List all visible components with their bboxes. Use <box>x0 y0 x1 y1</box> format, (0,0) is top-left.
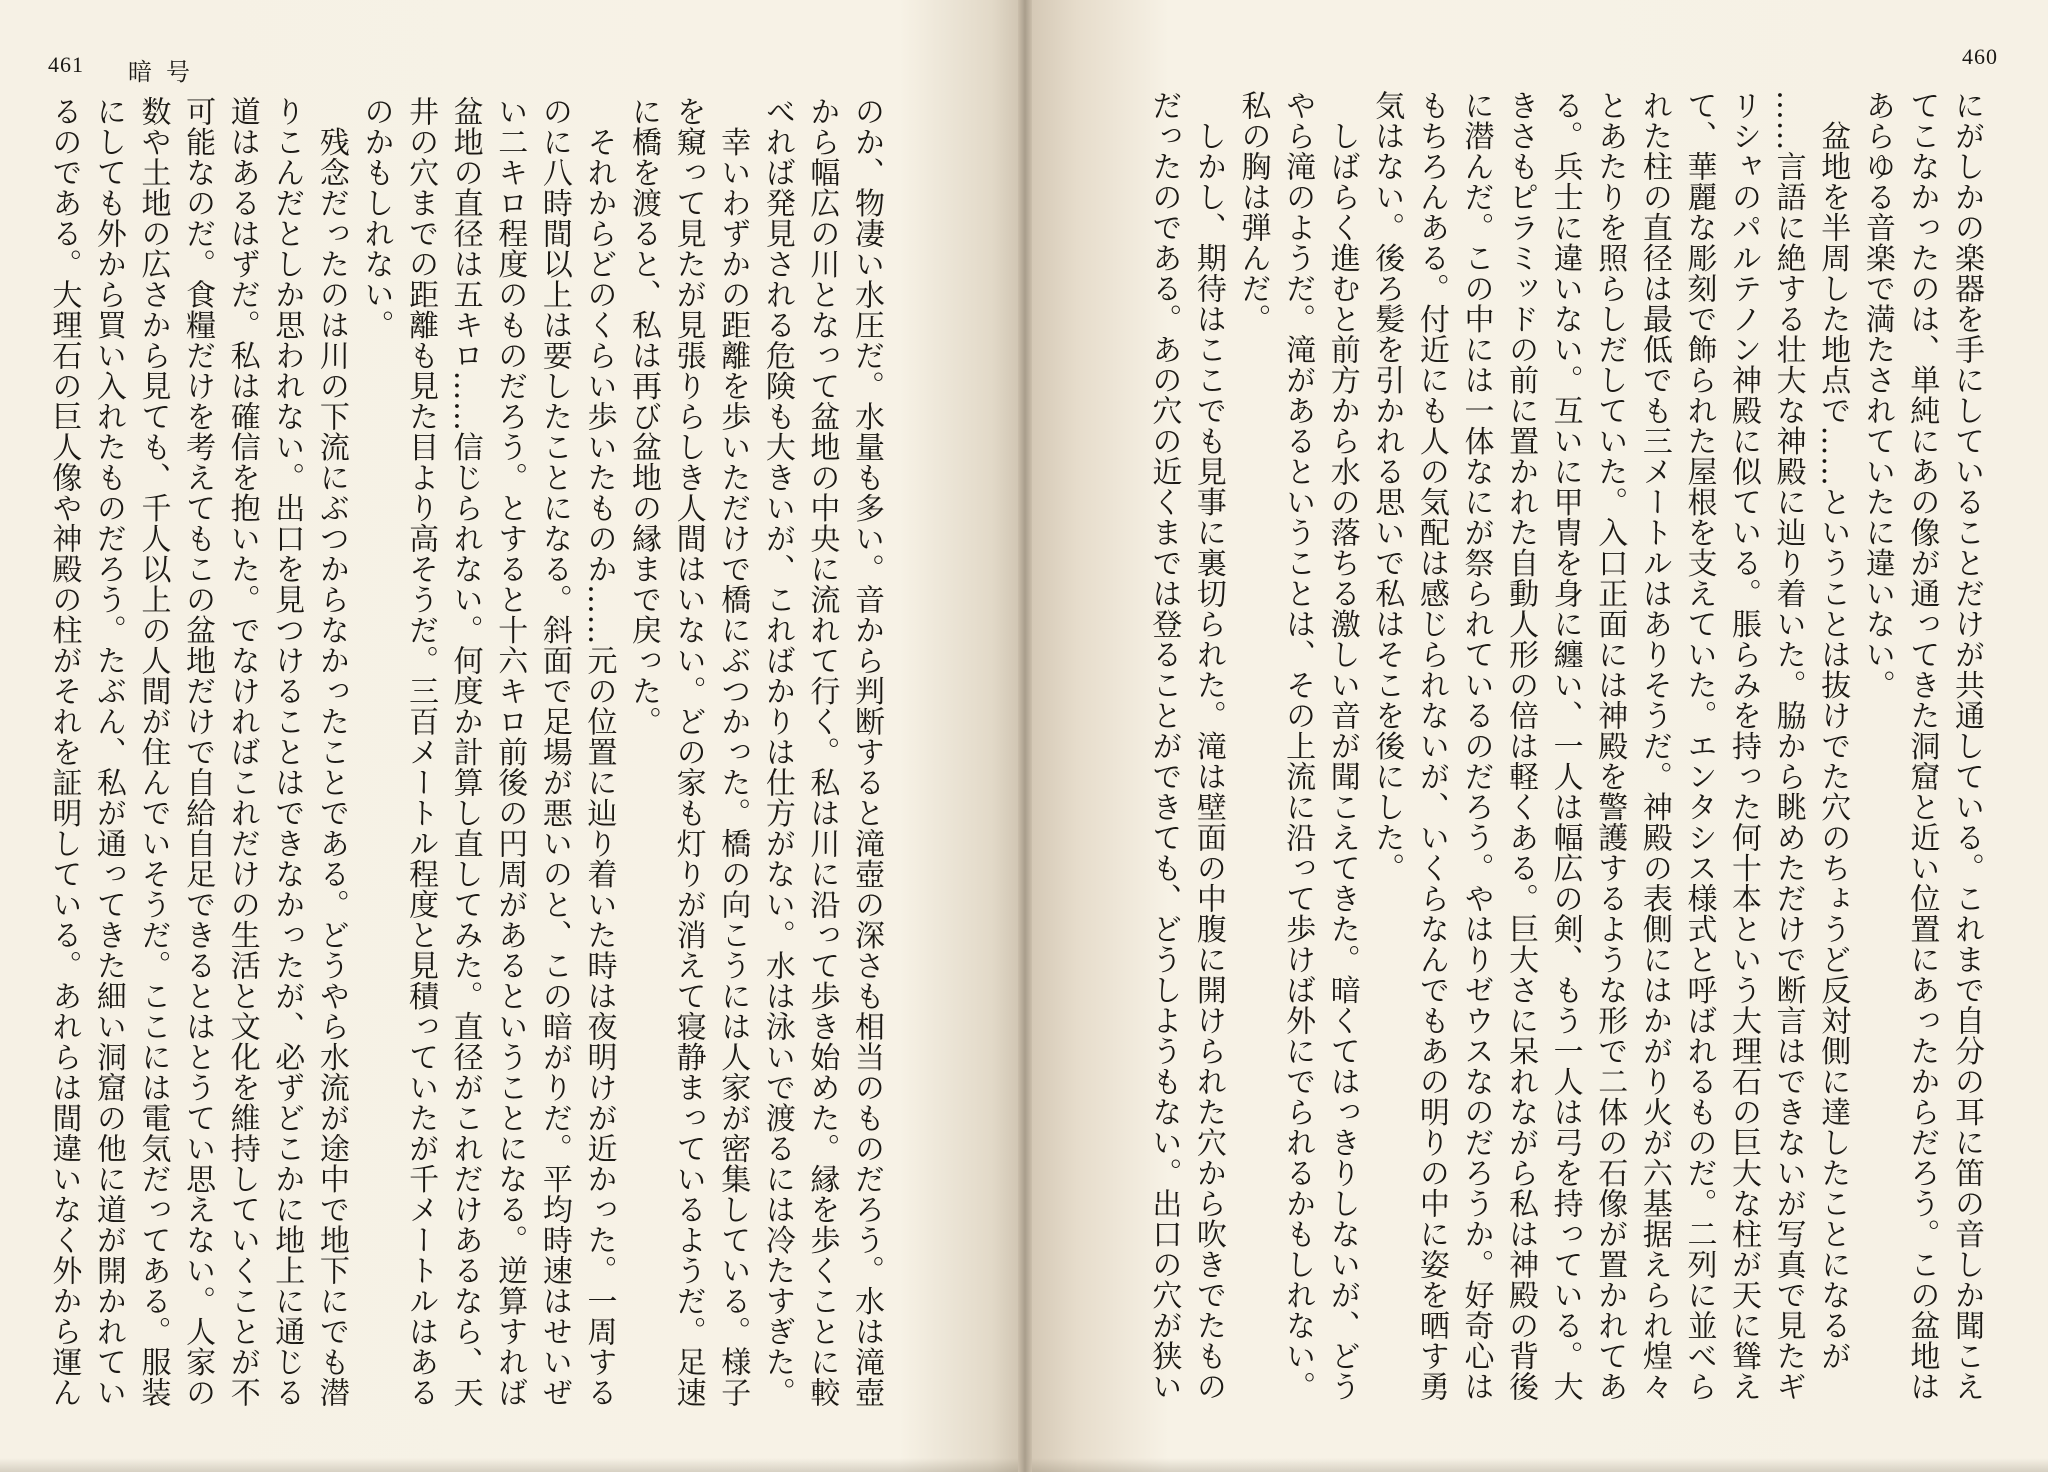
right-page <box>1026 0 2048 1472</box>
body-text <box>8 96 888 1436</box>
text-line: から幅広の川となって盆地の中央に流れて行く。私は川に沿って歩き始めた。縁を歩くことに較 <box>804 96 840 1408</box>
text-line: に潜んだ。この中には一体なにが祭られているのだろう。やはりゼウスなのだろうか。好奇心は <box>1458 90 1494 1402</box>
text-line: 幸いわずかの距離を歩いただけで橋にぶつかった。橋の向こうには人家が密集している。様子 <box>715 96 751 1408</box>
text-line: 井の穴までの距離も見た目より高そうだ。三百メートル程度と見積っていたが千メートルはある <box>403 96 439 1408</box>
text-line: べれば発見される危険も大きいが、こればかりは仕方がない。水は泳いで渡るには冷たすぎた。 <box>759 96 795 1408</box>
text-line: 気はない。後ろ髪を引かれる思いで私はそこを後にした。 <box>1369 90 1405 883</box>
text-line: のか、物凄い水圧だ。水量も多い。音から判断すると滝壺の深さも相当のものだろう。水は滝壺 <box>849 96 884 1408</box>
text-line: に橋を渡ると、私は再び盆地の縁まで戻った。 <box>626 96 662 737</box>
book-gutter <box>1018 0 1032 1472</box>
text-line: を窺って見たが見張りらしき人間はいない。どの家も灯りが消えて寝静まっているようだ。足速 <box>670 96 706 1408</box>
text-line: きさもピラミッドの前に置かれた自動人形の倍は軽くある。巨大さに呆れながら私は神殿の背後 <box>1503 90 1539 1402</box>
text-line: るのである。大理石の巨人像や神殿の柱がそれを証明している。あれらは間違いなく外から運ん <box>46 96 82 1408</box>
text-line: 残念だったのは川の下流にぶつからなかったことである。どうやら水流が途中で地下にでも潜 <box>313 96 349 1408</box>
left-page <box>0 0 1022 1472</box>
text-line: 私の胸は弾んだ。 <box>1235 90 1271 334</box>
text-line: にしても外から買い入れたものだろう。たぶん、私が通ってきた細い洞窟の他に道が開かれてい <box>90 96 126 1408</box>
text-line: もちろんある。付近にも人の気配は感じられないが、いくらなんでもあの明りの中に姿を晒す勇 <box>1413 90 1449 1402</box>
text-line: あらゆる音楽で満たされていたに違いない。 <box>1859 90 1895 700</box>
text-line: ……言語に絶する壮大な神殿に辿り着いた。脇から眺めただけで断言はできないが写真で見たギ <box>1770 90 1806 1402</box>
text-line: それからどのくらい歩いたものか……元の位置に辿り着いた時は夜明けが近かった。一周する <box>581 96 617 1408</box>
text-line: やら滝のようだ。滝があるということは、その上流に沿って歩けば外にでられるかもしれない。 <box>1280 90 1316 1402</box>
text-line: 盆地を半周した地点で……ということは抜けでた穴のちょうど反対側に達したことになるが <box>1815 90 1851 1371</box>
text-line: とあたりを照らしだしていた。入口正面には神殿を警護するような形で二体の石像が置かれてあ <box>1592 90 1628 1402</box>
text-line: しかし、期待はここでも見事に裏切られた。滝は壁面の中腹に開けられた穴から吹きでたもの <box>1190 90 1226 1402</box>
text-line: のに八時間以上は要したことになる。斜面で足場が悪いのと、この暗がりだ。平均時速はせいぜ <box>536 96 572 1408</box>
text-line: 盆地の直径は五キロ……信じられない。何度か計算し直してみた。直径がこれだけあるなら、天 <box>447 96 483 1408</box>
text-line: 数や土地の広さから見ても、千人以上の人間が住んでいそうだ。ここには電気だってある。服装 <box>135 96 171 1408</box>
text-line: にがしかの楽器を手にしていることだけが共通している。これまで自分の耳に笛の音しか聞こえ <box>1949 90 1984 1402</box>
page-number: 461 <box>48 52 84 77</box>
text-line: てこなかったのは、単純にあの像が通ってきた洞窟と近い位置にあったからだろう。この盆地は <box>1904 90 1940 1402</box>
running-head: 暗号 <box>128 58 204 86</box>
body-text <box>1108 90 1988 1430</box>
text-line: 道はあるはずだ。私は確信を抱いた。でなければこれだけの生活と文化を維持していくことが不 <box>224 96 260 1408</box>
text-line: て、華麗な彫刻で飾られた屋根を支えていた。エンタシス様式と呼ばれるものだ。二列に並べら <box>1681 90 1717 1402</box>
text-line: リシャのパルテノン神殿に似ている。脹らみを持った何十本という大理石の巨大な柱が天に聳え <box>1726 90 1762 1402</box>
text-line: 可能なのだ。食糧だけを考えてもこの盆地だけで自給自足できるとはとうてい思えない。人家の <box>180 96 216 1408</box>
text-line: しばらく進むと前方から水の落ちる激しい音が聞こえてきた。暗くてはっきりしないが、どう <box>1324 90 1360 1402</box>
text-line: だったのである。あの穴の近くまでは登ることができても、どうしようもない。出口の穴が狭い <box>1146 90 1182 1402</box>
page-edge <box>1026 1458 2048 1472</box>
page-number: 460 <box>1962 44 1998 69</box>
text-line: い二キロ程度のものだろう。とすると十六キロ前後の円周があるということになる。逆算すれば <box>492 96 528 1408</box>
text-line: れた柱の直径は最低でも三メートルはありそうだ。神殿の表側にはかがり火が六基据えられ煌々 <box>1636 90 1672 1402</box>
text-line: のかもしれない。 <box>358 96 394 340</box>
text-line: る。兵士に違いない。互いに甲冑を身に纏い、一人は幅広の剣、もう一人は弓を持っている。大 <box>1547 90 1583 1402</box>
text-line: りこんだとしか思われない。出口を見つけることはできなかったが、必ずどこかに地上に通じる <box>269 96 305 1408</box>
page-edge <box>0 1458 1022 1472</box>
